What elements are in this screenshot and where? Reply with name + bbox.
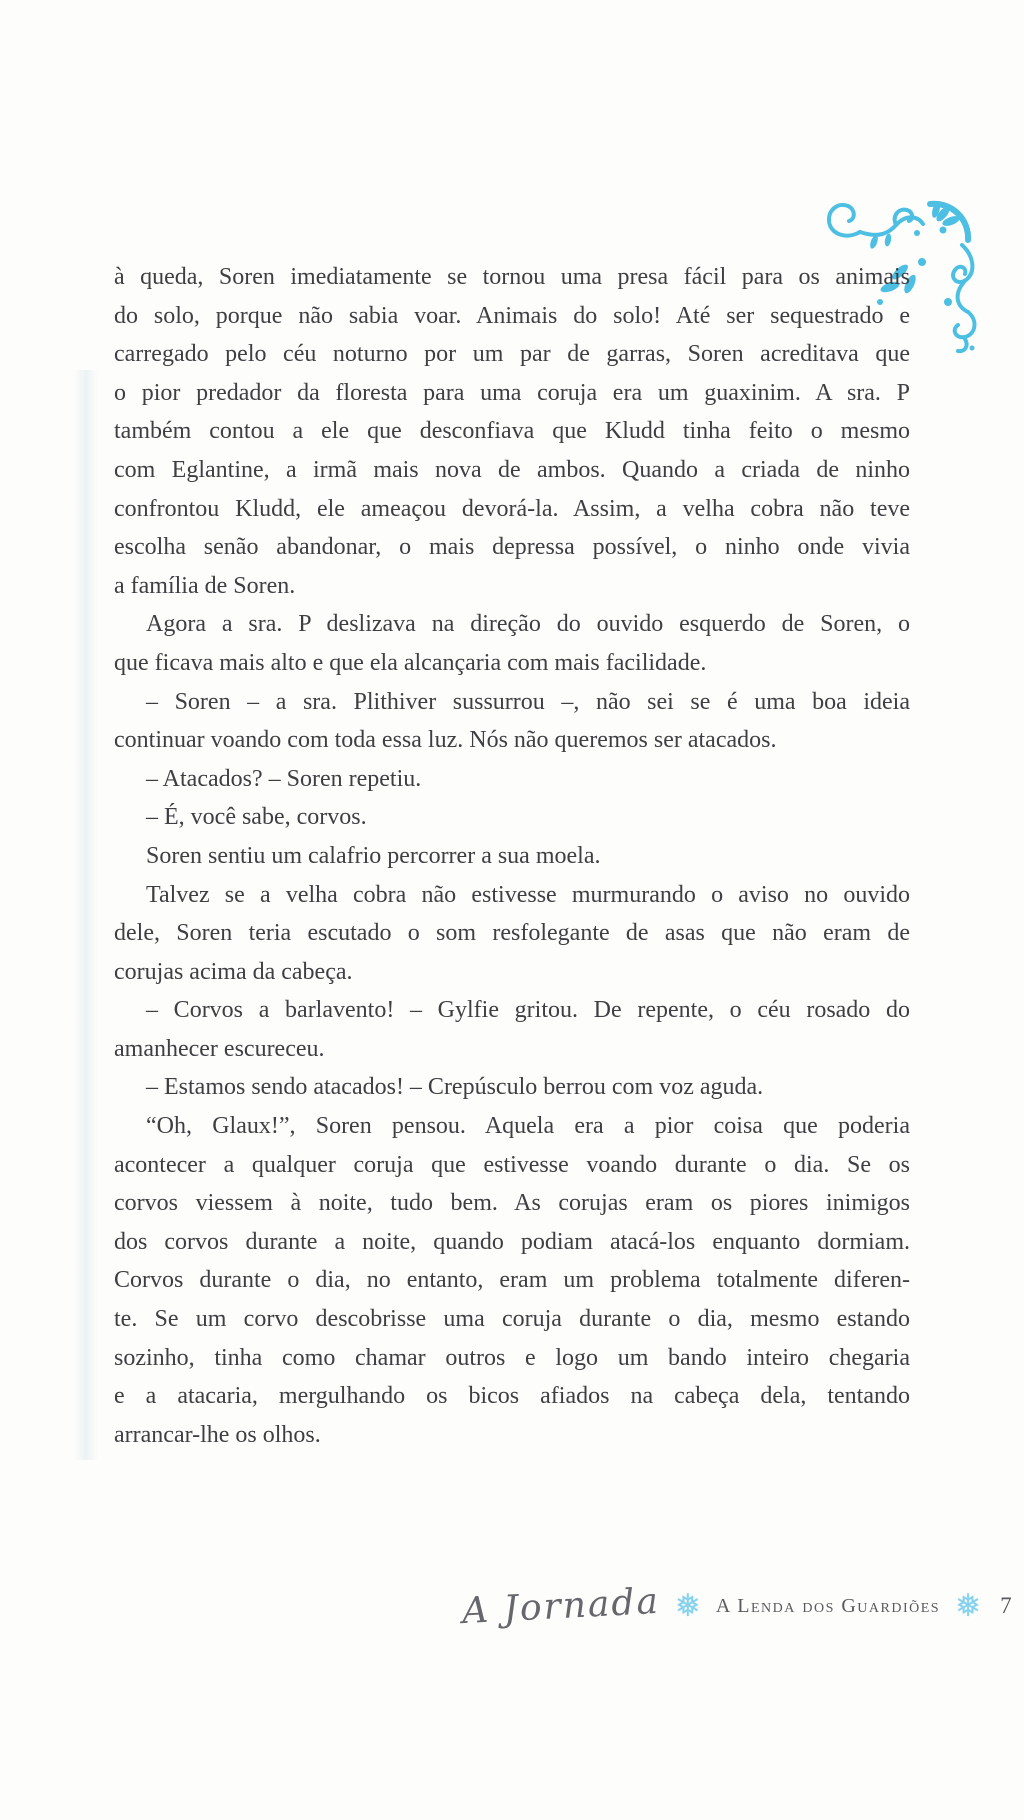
paragraph [114,1068,910,1107]
text-line: amanhecer escureceu. [114,1035,325,1062]
text-line: dele, Soren teria escutado o som resfolegante de asas que não eram de [114,920,910,947]
page-footer [462,1578,1012,1634]
text-line: – É, você sabe, corvos. [146,804,367,831]
paragraph [114,605,910,682]
text-line: carregado pelo céu noturno por um par de garras, Soren acreditava que [114,341,910,368]
text-line: confrontou Kludd, ele ameaçou devorá-la. Assim, a velha cobra não teve [114,495,910,522]
text-line: acontecer a qualquer coruja que estivesse voando durante o dia. Se os [114,1151,910,1178]
page-number: 7 [1000,1593,1012,1618]
text-line: a família de Soren. [114,572,296,599]
text-line: escolha senão abandonar, o mais depressa possível, o ninho onde vivia [114,534,910,561]
text-line: e a atacaria, mergulhando os bicos afiados na cabeça dela, tentando [114,1383,910,1410]
scan-shadow [74,370,98,1460]
text-line: também contou a ele que desconfiava que Kludd tinha feito o mesmo [114,418,910,445]
paragraph [114,837,910,876]
book-title: A Lenda dos Guardiões [715,1594,941,1617]
text-line: arrancar-lhe os olhos. [114,1421,321,1448]
text-line: Talvez se a velha cobra não estivesse murmurando o aviso no ouvido [146,881,910,908]
text-line: dos corvos durante a noite, quando podiam atacá-los enquanto dormiam. [114,1228,910,1255]
text-line: – Soren – a sra. Plithiver sussurrou –, não sei se é uma boa ideia [146,688,910,715]
text-line: do solo, porque não sabia voar. Animais do solo! Até ser sequestrado e [114,302,910,329]
text-line: sozinho, tinha como chamar outros e logo um bando inteiro chegaria [114,1344,910,1371]
paragraph [114,258,910,605]
text-line: à queda, Soren imediatamente se tornou uma presa fácil para os animais [114,264,910,290]
paragraph [114,876,910,992]
text-line: que ficava mais alto e que ela alcançaria com mais facilidade. [114,649,707,676]
text-line: – Atacados? – Soren repetiu. [146,765,422,792]
chapter-title: A Jornada [461,1580,661,1632]
text-line: te. Se um corvo descobrisse uma coruja durante o dia, mesmo estando [114,1306,910,1333]
paragraph [114,798,910,837]
snowflake-icon: ❅ [955,1587,982,1624]
text-line: corvos viessem à noite, tudo bem. As corujas eram os piores inimigos [114,1190,910,1217]
text-line: o pior predador da floresta para uma coruja era um guaxinim. A sra. P [114,379,910,406]
text-line: Agora a sra. P deslizava na direção do ouvido esquerdo de Soren, o [146,611,910,638]
text-line: – Corvos a barlavento! – Gylfie gritou. De repente, o céu rosado do [146,997,910,1024]
text-line: corujas acima da cabeça. [114,958,353,985]
text-line: Soren sentiu um calafrio percorrer a sua moela. [146,842,601,869]
paragraph [114,760,910,799]
paragraph [114,1107,910,1454]
text-line: com Eglantine, a irmã mais nova de ambos. Quando a criada de ninho [114,456,910,483]
text-line: “Oh, Glaux!”, Soren pensou. Aquela era a pior coisa que poderia [146,1113,910,1140]
text-line: – Estamos sendo atacados! – Crepúsculo berrou com voz aguda. [146,1074,764,1101]
paragraph [114,683,910,760]
text-line: continuar voando com toda essa luz. Nós não queremos ser atacados. [114,727,777,754]
paragraph [114,991,910,1068]
snowflake-icon: ❅ [674,1587,701,1624]
text-line: Corvos durante o dia, no entanto, eram um problema totalmente diferen- [114,1267,910,1294]
text-column [114,258,910,1454]
